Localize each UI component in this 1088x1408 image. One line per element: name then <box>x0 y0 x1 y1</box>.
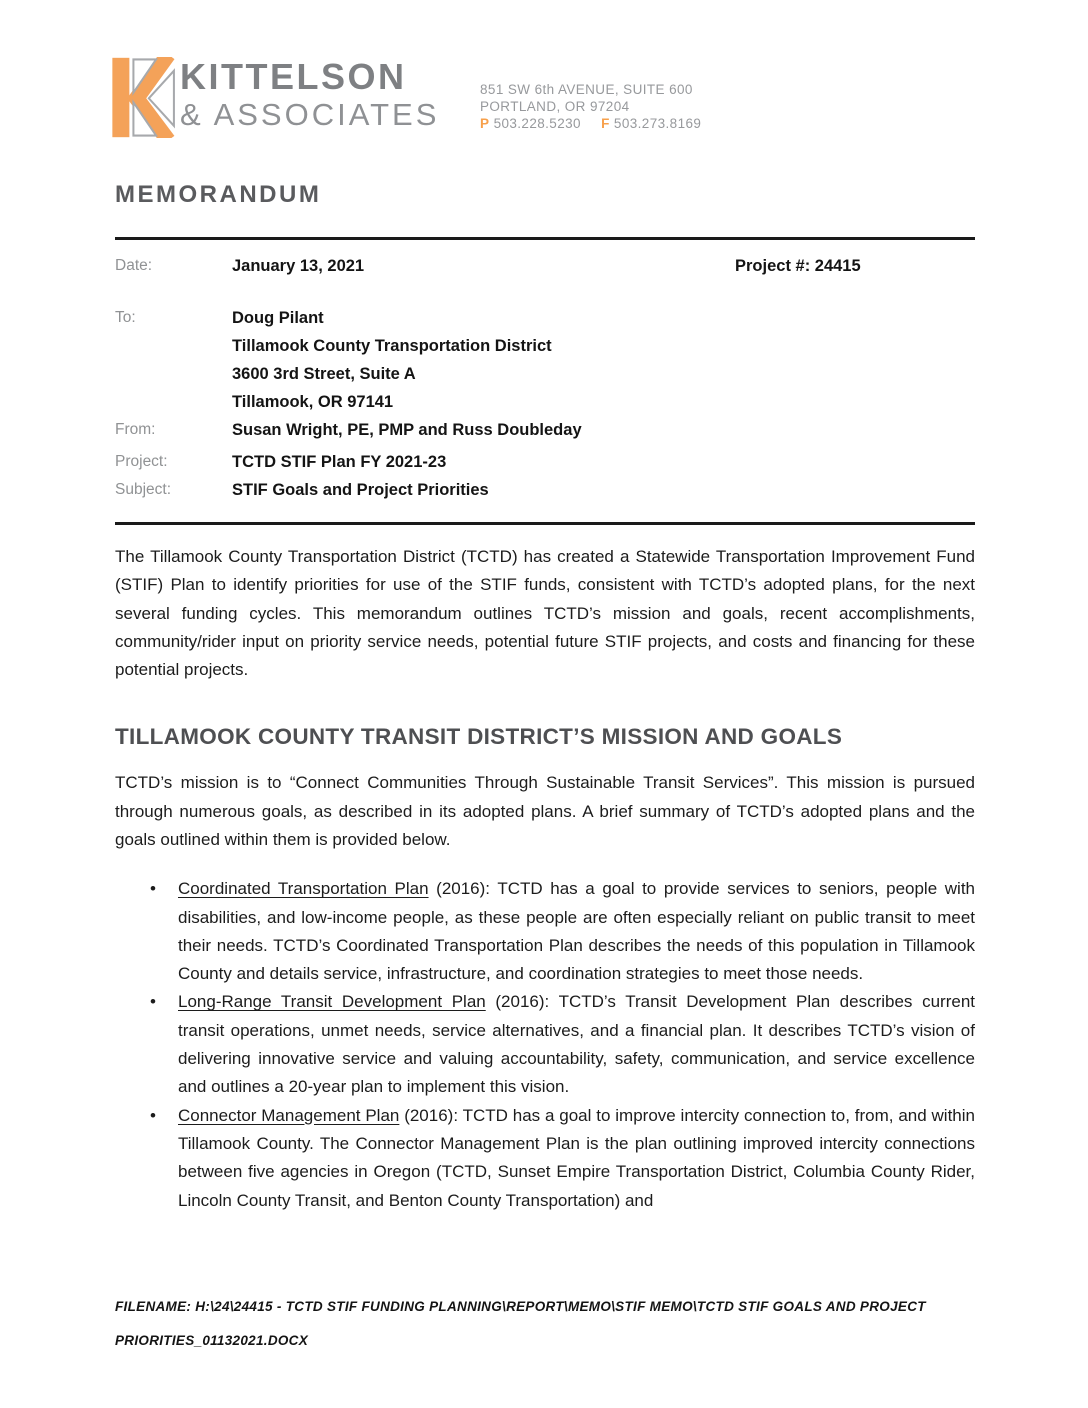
from-label: From: <box>115 421 156 438</box>
divider-top <box>115 237 975 240</box>
to-line: 3600 3rd Street, Suite A <box>232 365 416 383</box>
date-label: Date: <box>115 257 153 274</box>
address-line1: 851 SW 6th AVENUE, SUITE 600 <box>480 82 693 97</box>
project-number: Project #: 24415 <box>735 257 861 275</box>
company-suffix: & ASSOCIATES <box>180 97 440 132</box>
filename-line-1: FILENAME: H:\24\24415 - TCTD STIF FUNDING PLANNING\REPORT\MEMO\STIF MEMO\TCTD STIF GOALS AND PROJECT <box>115 1299 926 1314</box>
subject-row <box>115 476 975 504</box>
bullet-text: (2016): TCTD has a goal to improve intercity connection to, from, and within Tillamook County. The Connector Management Plan is the plan outlining improved intercity connections between five agencies in Oregon (TCTD, Sunset Empire Transportation District, Columbia County Rider, Lincoln County Transit, and Benton County Transportation) and <box>178 1105 975 1210</box>
to-line: Tillamook County Transportation District <box>232 337 552 355</box>
divider-body <box>115 522 975 525</box>
bullet-text: (2016): TCTD’s Transit Development Plan describes current transit operations, unmet needs, service alternatives, and a financial plan. It describes TCTD’s vision of delivering innovative service and valuing accountability, safety, communication, and service excellence and outlines a 20-year plan to implement this vision. <box>178 992 975 1097</box>
kittelson-logo-icon <box>112 57 184 138</box>
to-line: Tillamook, OR 97141 <box>232 393 394 411</box>
from-row <box>115 416 975 444</box>
fax-label: F <box>601 116 610 131</box>
phone-number: 503.228.5230 <box>493 116 581 131</box>
bullet-title: Coordinated Transportation Plan <box>178 879 429 899</box>
to-row <box>115 304 975 416</box>
bullet-title: Long-Range Transit Development Plan <box>178 992 486 1012</box>
date-row <box>115 252 975 280</box>
filename-line-2: PRIORITIES_01132021.DOCX <box>115 1333 309 1348</box>
memo-title: MEMORANDUM <box>115 181 322 208</box>
fax-number: 503.273.8169 <box>613 116 702 131</box>
subject-value: STIF Goals and Project Priorities <box>232 481 489 499</box>
letterhead <box>112 57 988 143</box>
to-line: Doug Pilant <box>232 309 324 327</box>
list-item-coordinated-plan <box>150 875 975 988</box>
company-wordmark <box>180 56 440 132</box>
project-row <box>115 448 975 476</box>
section-heading: TILLAMOOK COUNTY TRANSIT DISTRICT’S MISSION AND GOALS <box>115 724 843 750</box>
section-paragraph: TCTD’s mission is to “Connect Communities Through Sustainable Transit Services”. This mission is pursued through numerous goals, as described in its adopted plans. A brief summary of TCTD’s adopted plans and the goals outlined within them is provided below. <box>115 773 975 849</box>
memo-fields <box>115 252 975 504</box>
project-value: TCTD STIF Plan FY 2021-23 <box>232 453 447 471</box>
company-name: KITTELSON <box>180 56 407 97</box>
company-address <box>480 81 701 132</box>
from-value: Susan Wright, PE, PMP and Russ Doubleday <box>232 421 582 439</box>
to-value <box>232 304 552 416</box>
memo-body <box>115 543 975 1215</box>
contact-line <box>480 115 701 132</box>
date-value: January 13, 2021 <box>232 257 365 275</box>
bullet-title: Connector Management Plan <box>178 1105 400 1125</box>
page-footer <box>115 1290 975 1358</box>
list-item-connector-plan <box>150 1102 975 1215</box>
intro-paragraph: The Tillamook County Transportation District (TCTD) has created a Statewide Transportation Improvement Fund (STIF) Plan to identify priorities for use of the STIF funds, consistent with TCTD’s adopted plans, for the next several funding cycles. This memorandum outlines TCTD’s mission and goals, recent accomplishments, community/rider input on priority service needs, potential future STIF projects, and costs and financing for these potential projects. <box>115 547 975 680</box>
list-item-long-range-plan <box>150 988 975 1101</box>
project-label: Project: <box>115 453 168 470</box>
phone-label: P <box>480 116 490 131</box>
to-label: To: <box>115 309 136 326</box>
bullet-text: (2016): TCTD has a goal to provide services to seniors, people with disabilities, and low-income people, as these people are often especially reliant on public transit to meet their needs. TCTD’s Coordinated Transportation Plan describes the needs of this population in Tillamook County and details service, infrastructure, and coordination strategies to meet those needs. <box>178 879 976 984</box>
subject-label: Subject: <box>115 481 172 498</box>
address-line2: PORTLAND, OR 97204 <box>480 99 630 114</box>
goals-list <box>115 875 975 1215</box>
